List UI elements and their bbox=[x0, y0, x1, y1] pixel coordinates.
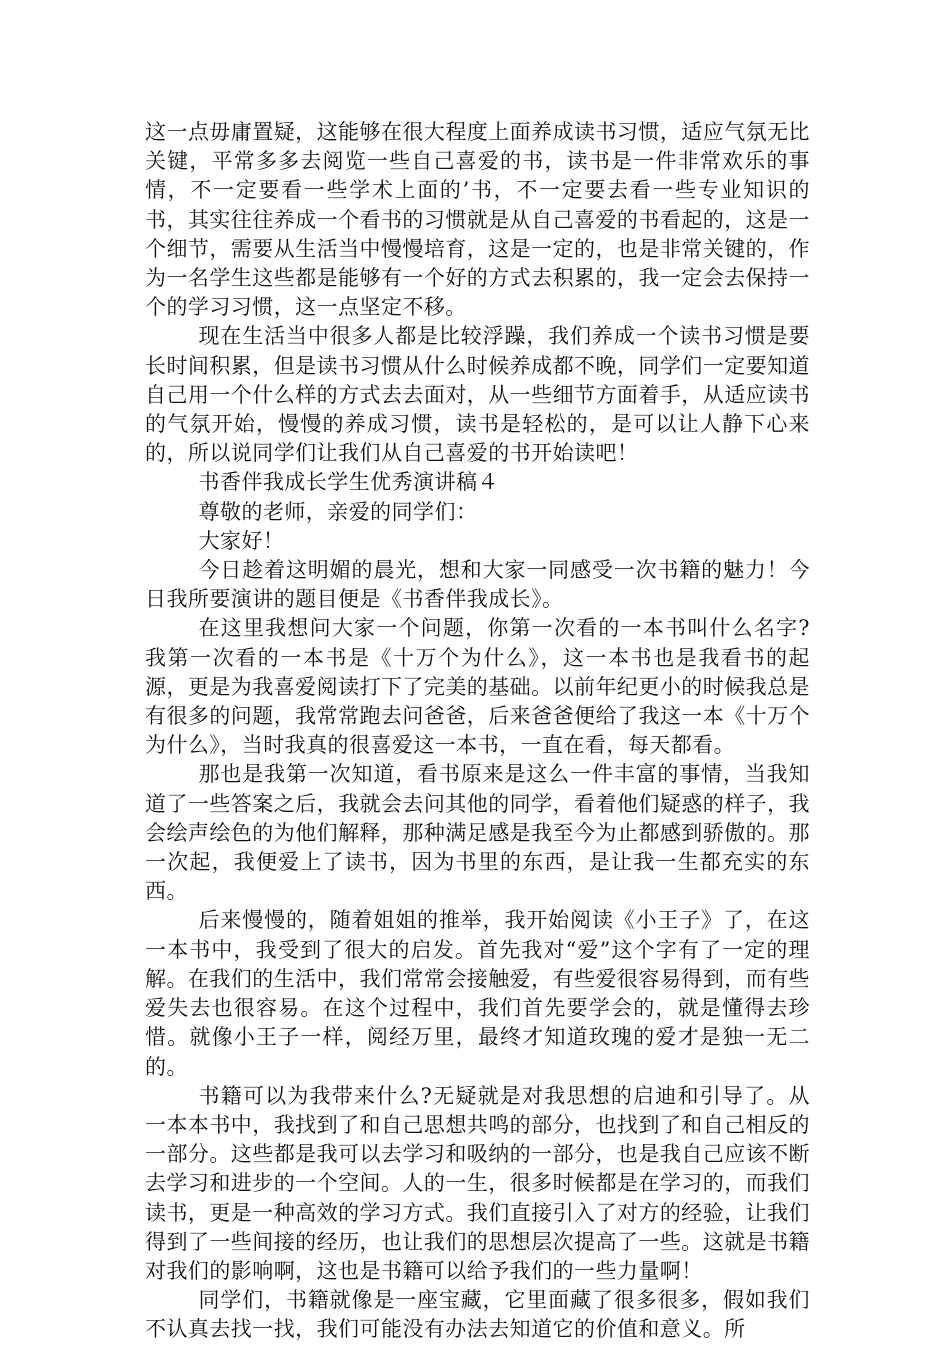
paragraph-introduction: 今日趁着这明媚的晨光，想和大家一同感受一次书籍的魅力！今日我所要演讲的题目便是《书香伴我成长》。 bbox=[145, 558, 810, 612]
salutation: 尊敬的老师，亲爱的同学们： bbox=[198, 499, 478, 524]
paragraph-treasure: 同学们，书籍就像是一座宝藏，它里面藏了很多很多，假如我们不认真去找一找，我们可能没有办法去知道它的价值和意义。所 bbox=[145, 1288, 810, 1342]
paragraph-continuation: 这一点毋庸置疑，这能够在很大程度上面养成读书习惯，适应气氛无比关键，平常多多去阅览一些自己喜爱的书，读书是一件非常欢乐的事情，不一定要看一些学术上面的’书，不一定要去看一些专业知识的书，其实往往养成一个看书的习惯就是从自己喜爱的书看起的，这是一个细节，需要从生活当中慢慢培育，这是一定的，也是非常关键的，作为一名学生这些都是能够有一个好的方式去积累的，我一定会去保持一个的学习习惯，这一点坚定不移。 bbox=[145, 120, 810, 320]
paragraph-what-books-bring: 书籍可以为我带来什么?无疑就是对我思想的启迪和引导了。从一本本书中，我找到了和自己思想共鸣的部分，也找到了和自己相反的一部分。这些都是我可以去学习和吸纳的一部分，也是我自己应该不断去学习和进步的一个空间。人的一生，很多时候都是在学习的，而我们读书，更是一种高效的学习方式。我们直接引入了对方的经验，让我们得到了一些间接的经历，也让我们的思想层次提高了一些。这就是书籍对我们的影响啊，这也是书籍可以给予我们的一些力量啊！ bbox=[145, 1083, 810, 1283]
speech-title: 书香伴我成长学生优秀演讲稿４ bbox=[198, 470, 499, 495]
paragraph-little-prince: 后来慢慢的，随着姐姐的推举，我开始阅读《小王子》了，在这一本书中，我受到了很大的启发。首先我对“爱”这个字有了一定的理解。在我们的生活中，我们常常会接触爱，有些爱很容易得到，而有些爱失去也很容易。在这个过程中，我们首先要学会的，就是懂得去珍惜。就像小王子一样，阅经万里，最终才知道玫瑰的爱才是独一无二的。 bbox=[145, 908, 810, 1079]
paragraph-first-knowing: 那也是我第一次知道，看书原来是这么一件丰富的事情，当我知道了一些答案之后，我就会去问其他的同学，看着他们疑惑的样子，我会绘声绘色的为他们解释，那种满足感是我至今为止都感到骄傲的。那一次起，我便爱上了读书，因为书里的东西，是让我一生都充实的东西。 bbox=[145, 762, 810, 904]
document-page bbox=[145, 118, 810, 1345]
paragraph-reading-habit: 现在生活当中很多人都是比较浮躁，我们养成一个读书习惯是要长时间积累，但是读书习惯从什么时候养成都不晚，同学们一定要知道自己用一个什么样的方式去去面对，从一些细节方面着手，从适应读书的气氛开始，慢慢的养成习惯，读书是轻松的，是可以让人静下心来的，所以说同学们让我们从自己喜爱的书开始读吧！ bbox=[145, 324, 810, 466]
paragraph-first-book: 在这里我想问大家一个问题，你第一次看的一本书叫什么名字?我第一次看的一本书是《十万个为什么》，这一本书也是我看书的起源，更是为我喜爱阅读打下了完美的基础。以前年纪更小的时候我总是有很多的问题，我常常跑去问爸爸，后来爸爸便给了我这一本《十万个为什么》，当时我真的很喜爱这一本书，一直在看，每天都看。 bbox=[145, 616, 810, 758]
greeting: 大家好！ bbox=[198, 528, 285, 553]
